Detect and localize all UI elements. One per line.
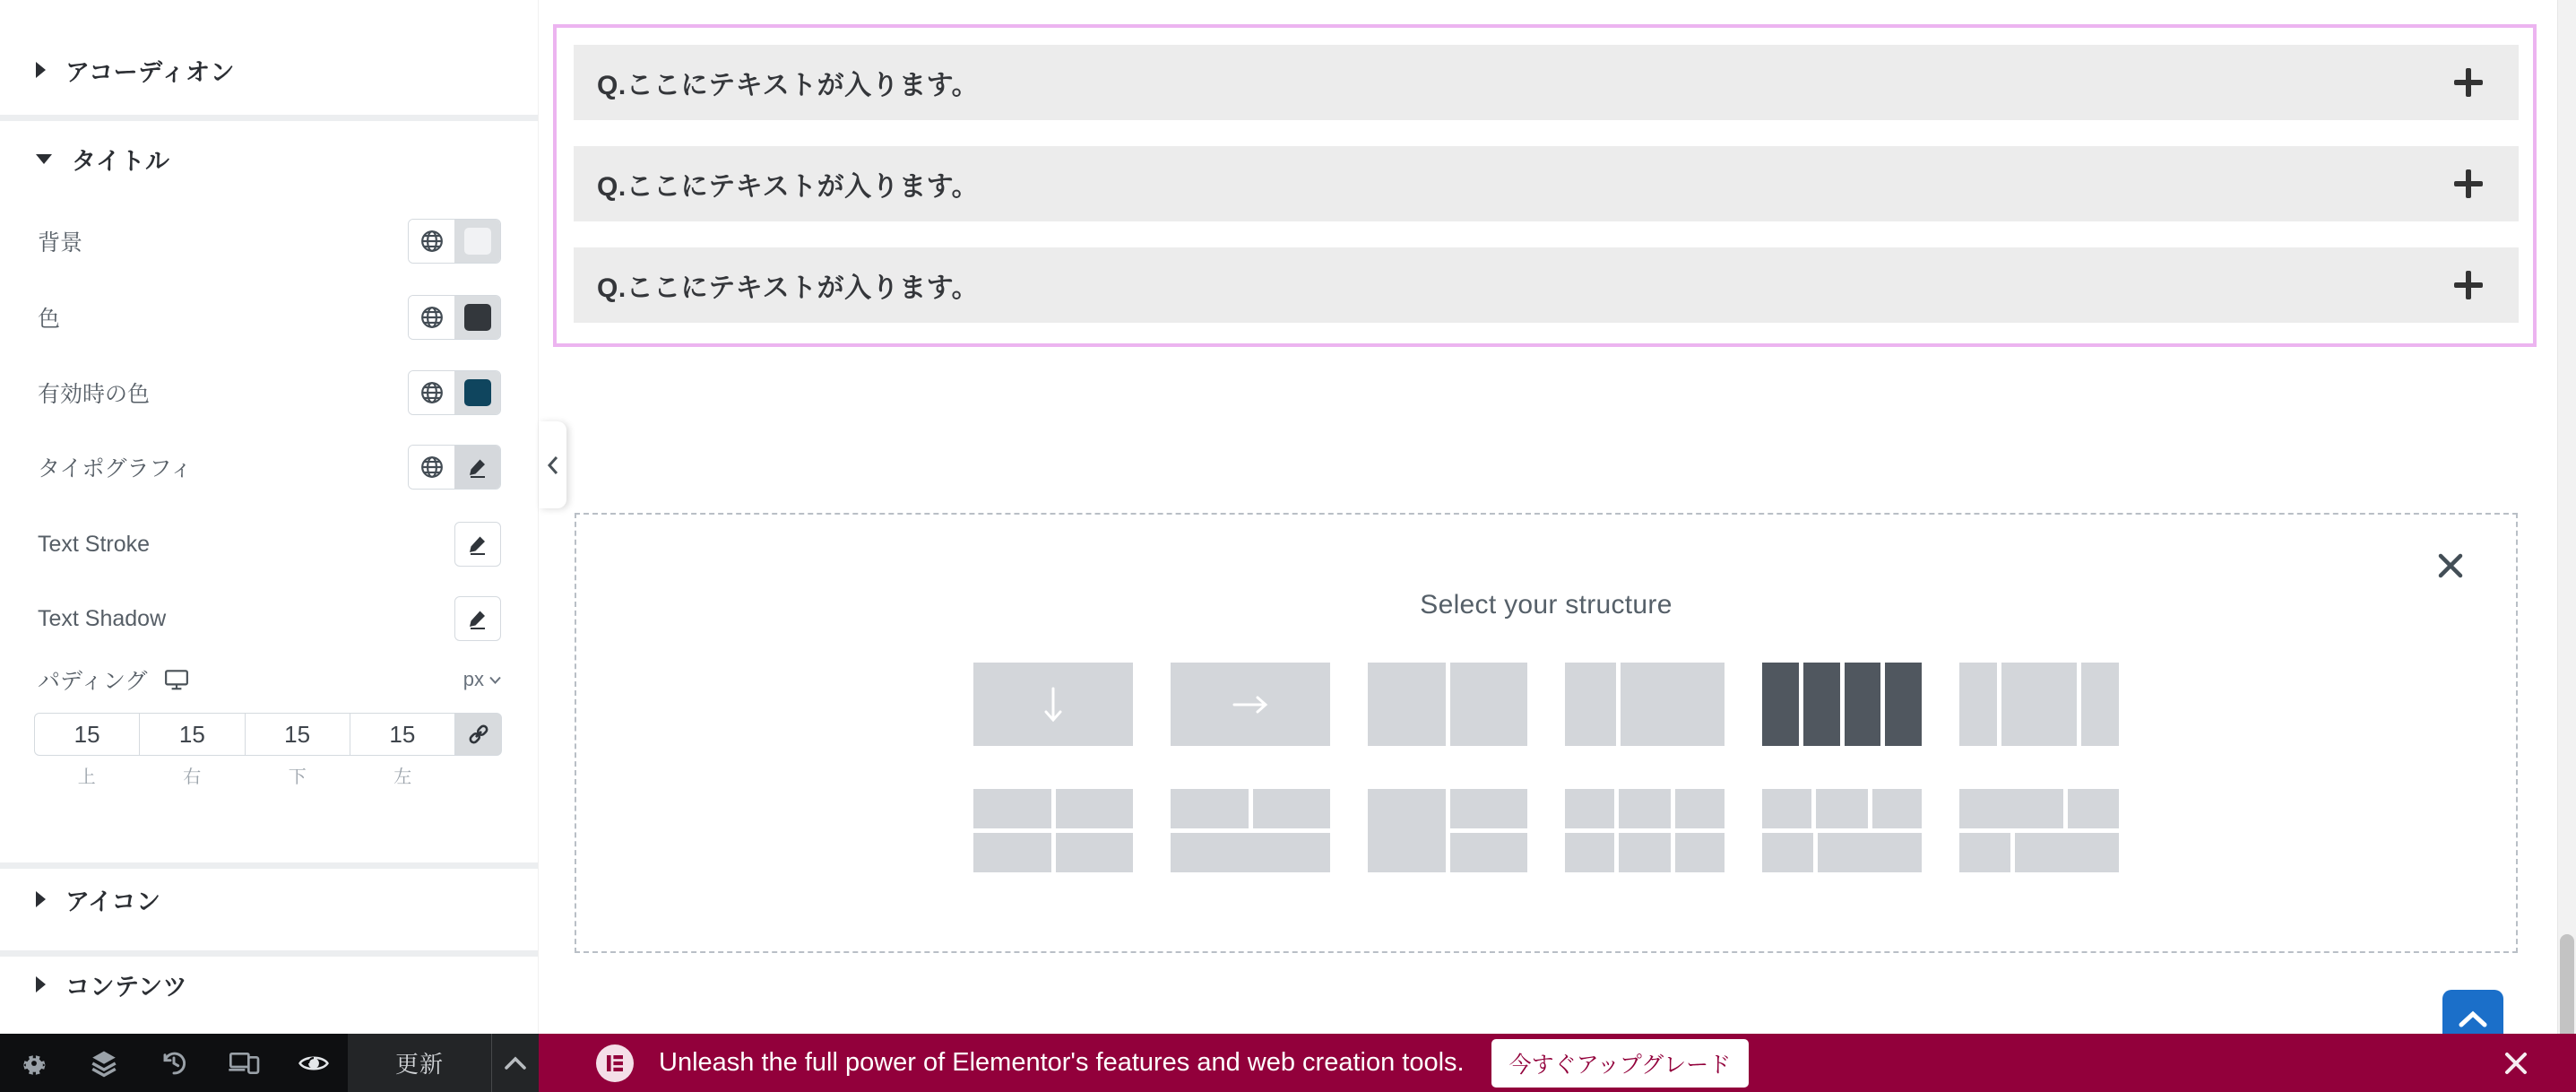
accordion-item[interactable] [574,247,2519,323]
accordion-item-title: Q.ここにテキストが入ります。 [597,71,980,100]
layers-icon [89,1048,119,1079]
padding-label: パディング [38,669,148,694]
editor-footer-bar [0,1034,2576,1092]
pencil-icon [467,533,488,555]
structure-cell [2001,663,2077,746]
caret-right-icon [36,891,46,907]
footer-tools [0,1034,348,1092]
structure-cell [1171,833,1330,872]
padding-top-input[interactable] [34,713,140,756]
padding-right-label: 右 [183,767,202,787]
padding-value-labels [34,762,455,787]
structure-option-left-tall-right-split[interactable] [1368,789,1527,872]
structure-cell [1872,789,1922,828]
accordion-item-title: Q.ここにテキストが入ります。 [597,273,980,303]
responsive-devices-icon [228,1049,260,1078]
structure-row [1762,663,1922,746]
elementor-logo [596,1044,634,1082]
structure-cell [1450,789,1528,828]
banner-message: Unleash the full power of Elementor's features and web creation tools. [659,1048,1465,1077]
structure-cell [1368,789,1446,872]
close-dialog-button[interactable] [2435,550,2466,581]
global-color-button[interactable] [409,296,454,339]
structure-cell [1565,833,1614,872]
control-active-color [0,370,538,415]
link-icon [467,723,490,746]
structure-row [1762,833,1922,872]
arrow-down-icon [973,663,1133,746]
structure-cell [1762,789,1811,828]
section-content[interactable] [0,957,538,1012]
plus-icon[interactable] [2454,271,2483,299]
plus-icon[interactable] [2454,68,2483,97]
padding-inputs [34,713,502,756]
structure-cell [1959,663,1997,746]
editor-canvas [540,0,2557,1034]
panel-collapse-handle[interactable] [539,421,566,508]
structure-option-33-66[interactable] [1565,663,1725,746]
structure-cell [2081,663,2119,746]
accordion-item-title: Q.ここにテキストが入ります。 [597,172,980,202]
global-typography-button[interactable] [409,446,454,489]
structure-cell [1619,789,1670,828]
globe-icon [420,230,444,253]
structure-row [1565,789,1725,828]
structure-cell [1959,833,2010,872]
edit-text-shadow-button[interactable] [454,596,501,641]
close-icon [2503,1050,2529,1077]
control-color [0,295,538,340]
control-label: 背景 [38,230,83,256]
unit-select[interactable] [463,668,501,691]
desktop-icon[interactable] [164,668,189,691]
pencil-icon [467,456,488,478]
structure-row [1959,663,2119,746]
close-icon [2435,550,2466,581]
structure-option-2-columns[interactable] [1368,663,1527,746]
accordion-list [574,45,2519,323]
banner-close-button[interactable] [2503,1050,2529,1077]
arrow-right-icon [1171,663,1330,746]
structure-option-flex-column[interactable] [973,663,1133,746]
unit-label: px [462,668,484,690]
dialog-title: Select your structure [1420,590,1673,620]
structure-options-row-1 [576,663,2516,746]
settings-panel [0,0,539,1034]
chevron-down-icon [489,676,501,684]
typography-control [408,445,501,490]
structure-cell [1565,789,1614,828]
chevron-up-icon [2458,1010,2488,1028]
caret-right-icon [36,62,46,78]
structure-row [973,789,1133,828]
control-label: 有効時の色 [38,382,151,407]
structure-cell [1959,789,2063,828]
structure-cell [2015,833,2119,872]
structure-option-grid-3x2[interactable] [1565,789,1725,872]
structure-cell [1885,663,1922,746]
control-padding-header [0,660,538,699]
chevron-up-icon [504,1056,527,1070]
structure-cell [1621,663,1725,746]
edit-typography-button[interactable] [454,446,500,489]
padding-bottom-label: 下 [288,767,307,787]
padding-right-input[interactable] [140,713,245,756]
active-color-control [408,370,501,415]
history-icon [160,1049,188,1078]
navigator-button[interactable] [84,1044,124,1083]
accordion-widget-selected[interactable] [553,24,2537,347]
structure-cell [1171,789,1249,828]
structure-row [1368,663,1527,746]
structure-cell [1253,789,1331,828]
elementor-e-icon [606,1054,624,1072]
control-label: Text Shadow [38,605,167,631]
structure-cell [1368,663,1446,746]
settings-button[interactable] [14,1044,54,1083]
control-label: 色 [38,307,61,332]
section-label: アコーディオン [65,58,235,86]
link-values-button[interactable] [455,713,502,756]
structure-row [973,833,1133,872]
structure-option-flex-row[interactable] [1171,663,1330,746]
structure-cell [1675,789,1725,828]
control-label: Text Stroke [38,531,151,557]
structure-cell [1762,833,1813,872]
structure-row [1565,833,1725,872]
color-swatch [464,304,491,331]
control-typography [0,445,538,490]
structure-option-3-top-33-66-bottom[interactable] [1762,789,1922,872]
structure-cell [1056,833,1134,872]
structure-option-grid-2x2[interactable] [973,789,1133,872]
caret-right-icon [36,976,46,992]
scroll-to-top-button[interactable] [2442,990,2503,1034]
structure-options-row-2 [576,789,2516,872]
upgrade-now-button[interactable]: 今すぐアップグレード [1491,1039,1750,1088]
structure-row [1959,789,2119,828]
section-divider [0,950,538,957]
section-divider [0,115,538,121]
structure-cell [1565,663,1616,746]
control-text-stroke [0,522,538,567]
structure-row [1171,789,1330,828]
section-icon[interactable] [0,871,538,927]
preview-button[interactable] [294,1044,333,1083]
structure-col [1450,789,1528,872]
structure-row [1959,833,2119,872]
structure-cell [1816,789,1867,828]
accordion-item[interactable] [574,45,2519,120]
padding-bottom-input[interactable] [246,713,350,756]
pencil-icon [467,608,488,629]
padding-left-input[interactable] [350,713,455,756]
caret-down-icon [36,154,52,164]
gear-icon [20,1049,48,1078]
structure-row [1565,663,1725,746]
color-swatch-button[interactable] [454,220,500,263]
color-control [408,295,501,340]
structure-option-2-top-1-bottom[interactable] [1171,789,1330,872]
structure-cell [1803,663,1840,746]
chevron-left-icon [547,455,559,475]
select-structure-dialog [575,513,2518,953]
globe-icon [420,455,444,479]
active-color-swatch [464,379,491,406]
globe-icon [420,381,444,404]
structure-cell [2068,789,2119,828]
update-button[interactable] [348,1034,491,1092]
structure-cell [1450,833,1528,872]
structure-cell [1818,833,1922,872]
structure-cell [1450,663,1528,746]
upgrade-banner [539,1034,2576,1092]
structure-row [1762,789,1922,828]
update-label: 更新 [394,1051,444,1078]
structure-option-25-50-25[interactable] [1959,663,2119,746]
color-swatch-button[interactable] [454,371,500,414]
control-text-shadow [0,596,538,641]
color-swatch-button[interactable] [454,296,500,339]
preview-eye-icon [298,1050,330,1077]
background-swatch [464,228,491,255]
section-accordion[interactable] [0,42,538,98]
global-color-button[interactable] [409,371,454,414]
structure-cell [1845,663,1881,746]
accordion-item[interactable] [574,146,2519,221]
section-title[interactable] [0,131,538,186]
global-color-button[interactable] [409,220,454,263]
structure-cell [1056,789,1134,828]
responsive-mode-button[interactable] [224,1044,264,1083]
padding-left-label: 左 [393,767,412,787]
edit-text-stroke-button[interactable] [454,522,501,567]
section-label: タイトル [72,147,170,175]
structure-cell [973,833,1051,872]
control-label: タイポグラフィ [38,456,193,481]
history-button[interactable] [154,1044,194,1083]
section-label: アイコン [65,888,161,915]
structure-option-4-columns[interactable] [1762,663,1922,746]
section-divider [0,862,538,869]
structure-option-66-33-top-33-66-bottom[interactable] [1959,789,2119,872]
globe-icon [420,306,444,329]
structure-cell [1762,663,1799,746]
padding-top-label: 上 [77,767,96,787]
control-background [0,219,538,264]
structure-row [1171,833,1330,872]
page-scrollbar[interactable] [2557,0,2576,1092]
structure-cell [1619,833,1670,872]
background-color-control [408,219,501,264]
structure-cell [1675,833,1725,872]
plus-icon[interactable] [2454,169,2483,198]
structure-cell [973,789,1051,828]
save-options-button[interactable] [491,1034,539,1092]
section-label: コンテンツ [65,973,188,1001]
